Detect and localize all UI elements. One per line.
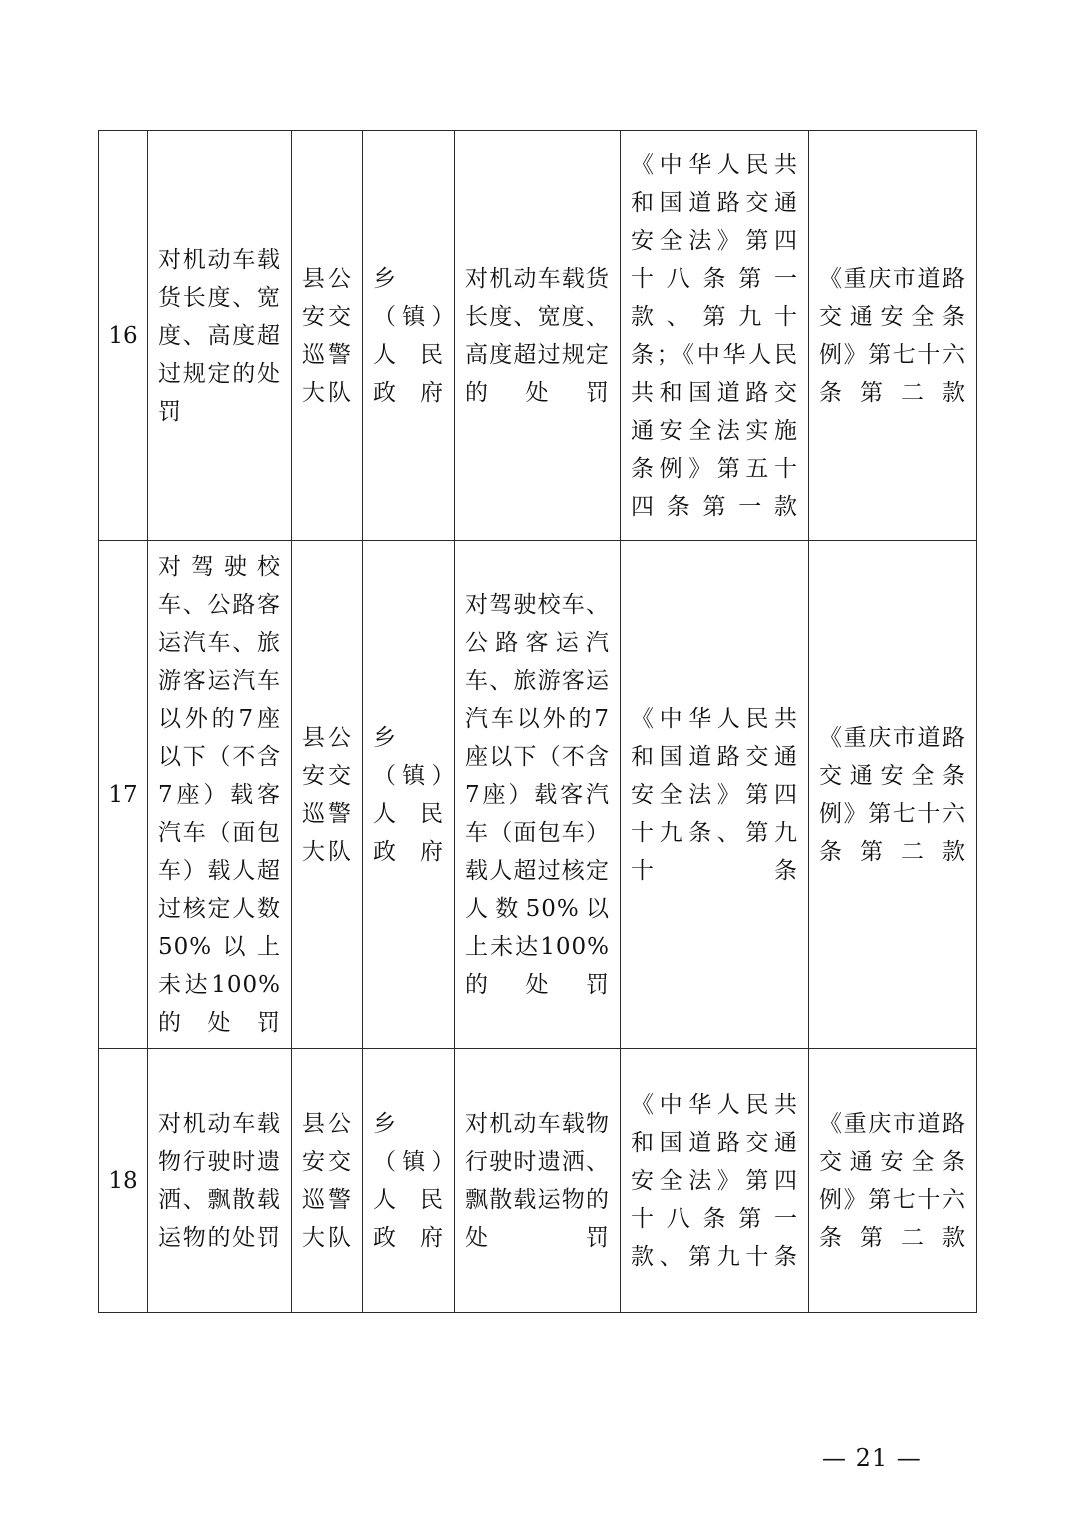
entrusted-org: 乡（镇）人民政府 [363, 1049, 455, 1313]
entrusted-org: 乡（镇）人民政府 [363, 131, 455, 541]
responsible-dept: 县公安交巡警大队 [292, 131, 363, 541]
row-number: 17 [99, 541, 148, 1049]
penalty-content: 对驾驶校车、公路客运汽车、旅游客运汽车以外的7座以下（不含7座）载客汽车（面包车）载人超过核定人数50%以上未达100%的处罚 [455, 541, 621, 1049]
legal-basis: 《中华人民共和国道路交通安全法》第四十八条第一款、第九十条；《中华人民共和国道路交通安全法实施条例》第五十四条第一款 [621, 131, 809, 541]
penalty-table [98, 130, 977, 1313]
row-number: 16 [99, 131, 148, 541]
table-row [99, 131, 977, 541]
table-row [99, 1049, 977, 1313]
legal-basis: 《中华人民共和国道路交通安全法》第四十九条、第九十条 [621, 541, 809, 1049]
penalty-item: 对机动车载货长度、宽度、高度超过规定的处罚 [148, 131, 292, 541]
page-number: — 21 — [822, 1444, 922, 1472]
responsible-dept: 县公安交巡警大队 [292, 541, 363, 1049]
local-basis: 《重庆市道路交通安全条例》第七十六条第二款 [809, 1049, 977, 1313]
penalty-item: 对机动车载物行驶时遗洒、飘散载运物的处罚 [148, 1049, 292, 1313]
local-basis: 《重庆市道路交通安全条例》第七十六条第二款 [809, 541, 977, 1049]
penalty-content: 对机动车载物行驶时遗洒、飘散载运物的处罚 [455, 1049, 621, 1313]
penalty-item: 对驾驶校车、公路客运汽车、旅游客运汽车以外的7座以下（不含7座）载客汽车（面包车）载人超过核定人数50%以上未达100%的处罚 [148, 541, 292, 1049]
responsible-dept: 县公安交巡警大队 [292, 1049, 363, 1313]
entrusted-org: 乡（镇）人民政府 [363, 541, 455, 1049]
local-basis: 《重庆市道路交通安全条例》第七十六条第二款 [809, 131, 977, 541]
table-row [99, 541, 977, 1049]
legal-basis: 《中华人民共和国道路交通安全法》第四十八条第一款、第九十条 [621, 1049, 809, 1313]
row-number: 18 [99, 1049, 148, 1313]
penalty-content: 对机动车载货长度、宽度、高度超过规定的处罚 [455, 131, 621, 541]
